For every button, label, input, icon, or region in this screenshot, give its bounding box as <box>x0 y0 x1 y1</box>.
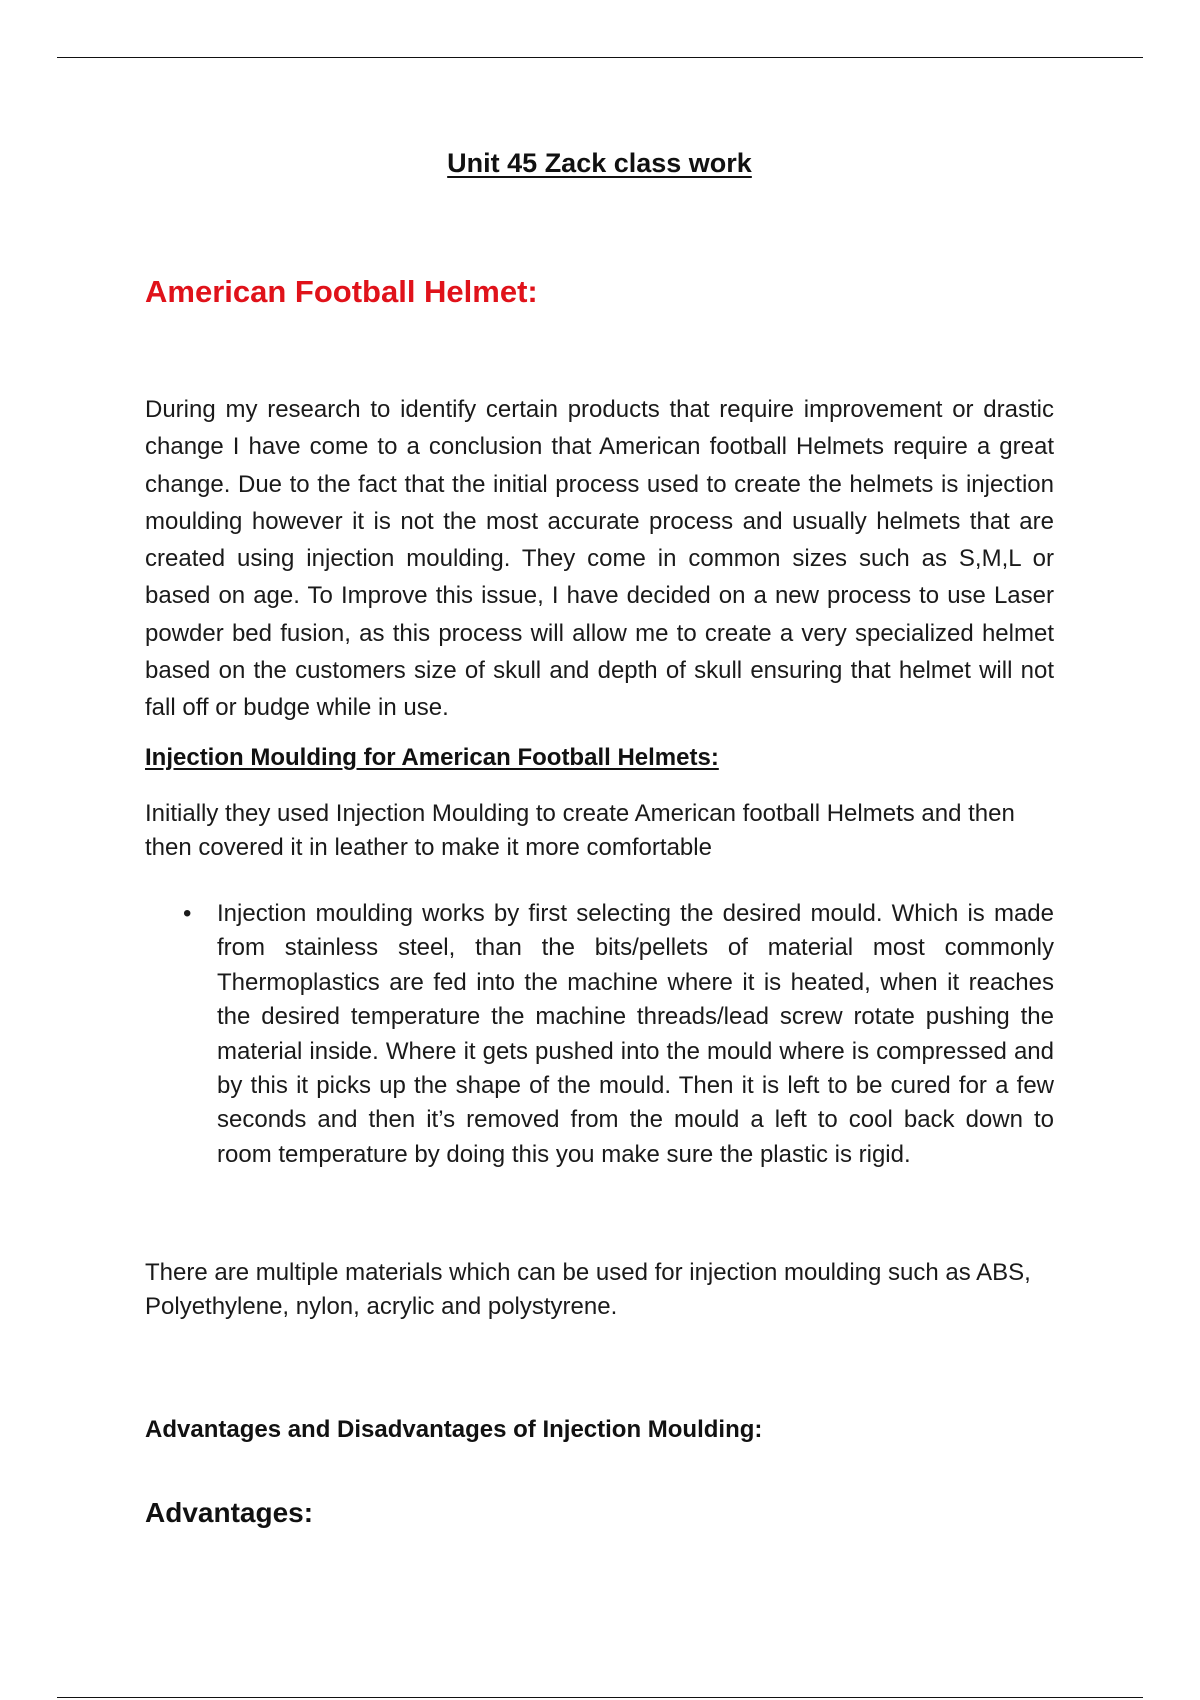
top-rule <box>57 57 1143 58</box>
advantages-heading: Advantages: <box>145 1497 314 1528</box>
bullet-list <box>145 897 1054 1172</box>
injection-heading: Injection Moulding for American Football Helmets: <box>145 744 719 771</box>
section-title: American Football Helmet: <box>145 274 538 309</box>
bullet-icon: • <box>183 900 192 927</box>
materials-paragraph: There are multiple materials which can be used for injection moulding such as ABS, Polyethylene, nylon, acrylic and polystyrene. <box>145 1259 1031 1320</box>
bottom-rule <box>57 1697 1143 1698</box>
list-item <box>145 897 1054 1172</box>
intro-paragraph: During my research to identify certain products that require improvement or drastic change I have come to a conclusion that American football Helmets require a great change. Due to the fact that the initial process used to create the helmets is injection moulding however it is not the most accurate process and usually helmets that are created using injection moulding. They come in common sizes such as S,M,L or based on age. To Improve this issue, I have decided on a new process to use Laser powder bed fusion, as this process will allow me to create a very specialized helmet based on the customers size of skull and depth of skull ensuring that helmet will not fall off or budge while in use. <box>145 396 1054 722</box>
injection-paragraph: Initially they used Injection Moulding to create American football Helmets and then then covered it in leather to make it more comfortable <box>145 800 1015 861</box>
document-title: Unit 45 Zack class work <box>447 148 752 178</box>
bullet-text: Injection moulding works by first selecting the desired mould. Which is made from stainless steel, than the bits/pellets of material most commonly Thermoplastics are fed into the machine where it is heated, when it reaches the desired temperature the machine threads/lead screw rotate pushing the material inside. Where it gets pushed into the mould where is compressed and by this it picks up the shape of the mould. Then it is left to be cured for a few seconds and then it’s removed from the mould a left to cool back down to room temperature by doing this you make sure the plastic is rigid. <box>217 900 1054 1168</box>
adv-disadv-heading: Advantages and Disadvantages of Injection Moulding: <box>145 1416 763 1443</box>
